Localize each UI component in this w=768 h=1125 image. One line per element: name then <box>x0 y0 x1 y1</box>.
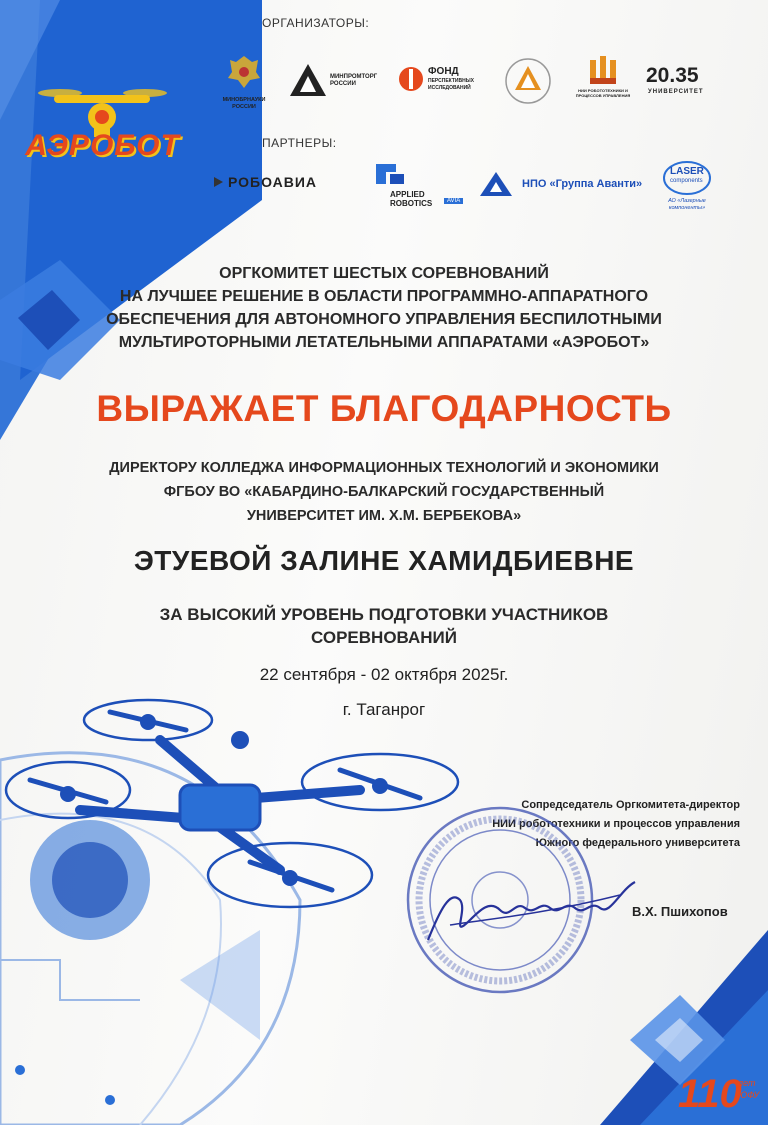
triangle-logo-icon <box>288 62 328 98</box>
partner-avanti-logo <box>478 170 514 198</box>
position-line: ДИРЕКТОРУ КОЛЛЕДЖА ИНФОРМАЦИОННЫХ ТЕХНОЛОГИЙ И ЭКОНОМИКИ <box>109 460 659 476</box>
organizer-u2035: 20.35 УНИВЕРСИТЕТ <box>646 64 704 95</box>
certificate-title: ВЫРАЖАЕТ БЛАГОДАРНОСТЬ <box>96 388 672 429</box>
reason-line: СОРЕВНОВАНИЙ <box>311 628 457 647</box>
organizer-minpromtorg: МИНПРОМТОРГ РОССИИ <box>288 62 388 102</box>
organizer-minobrnauki: МИНОБРНАУКИ РОССИИ <box>222 52 266 116</box>
avanti-triangle-icon <box>478 170 514 198</box>
partner-laser-components: LASER components АО «Лазерные компоненты» <box>656 160 718 218</box>
committee-line: ОРГКОМИТЕТ ШЕСТЫХ СОРЕВНОВАНИЙ <box>219 265 549 282</box>
handwritten-signature <box>420 870 650 960</box>
organizers-label: ОРГАНИЗАТОРЫ: <box>262 16 370 30</box>
organizer-university-seal <box>503 56 553 106</box>
committee-line: ОБЕСПЕЧЕНИЯ ДЛЯ АВТОНОМНОГО УПРАВЛЕНИЯ БЕСПИЛОТНЫМИ <box>106 311 662 328</box>
partner-avanti-name: НПО «Группа Аванти» <box>522 178 643 190</box>
committee-block <box>0 262 768 354</box>
committee-line: НА ЛУЧШЕЕ РЕШЕНИЕ В ОБЛАСТИ ПРОГРАММНО-АППАРАТНОГО <box>119 288 649 305</box>
university-seal-icon <box>503 56 553 106</box>
recipient-position <box>0 456 768 528</box>
anniversary-number: 110 <box>678 1072 742 1116</box>
signatory-name: В.Х. Пшихопов <box>632 904 728 919</box>
signatory-line: НИИ робототехники и процессов управления <box>492 818 740 830</box>
play-arrow-icon <box>212 176 224 188</box>
partner-applied-robotics: APPLIED ROBOTICS AVIA <box>372 160 467 208</box>
signatory-line: Южного федерального университета <box>535 837 740 849</box>
fpi-logo-icon <box>398 66 424 92</box>
partner-roboavia: РОБОАВИА <box>212 172 352 192</box>
event-dates: 22 сентября - 02 октября 2025г. <box>259 665 509 684</box>
aerobot-wordmark: АЭРОБОТ <box>25 129 180 162</box>
aerobot-logo <box>20 85 185 180</box>
reason-line: ЗА ВЫСОКИЙ УРОВЕНЬ ПОДГОТОВКИ УЧАСТНИКОВ <box>159 605 609 624</box>
anniversary-suffix: лет <box>738 1078 756 1088</box>
nii-logo-icon <box>588 56 618 86</box>
u2035-logo: 20.35 <box>646 64 699 87</box>
anniversary-logo <box>678 1072 766 1122</box>
partners-label: ПАРТНЕРЫ: <box>262 136 337 150</box>
award-reason <box>0 603 768 649</box>
position-line: ФГБОУ ВО «КАБАРДИНО-БАЛКАРСКИЙ ГОСУДАРСТВЕННЫЙ <box>163 484 605 500</box>
recipient-name: ЭТУЕВОЙ ЗАЛИНЕ ХАМИДБИЕВНЕ <box>133 545 635 576</box>
applied-robotics-logo-icon <box>372 160 408 188</box>
event-city: г. Таганрог <box>342 700 426 719</box>
organizer-fpi: ФОНД ПЕРСПЕКТИВНЫХ ИССЛЕДОВАНИЙ <box>398 64 498 100</box>
committee-line: МУЛЬТИРОТОРНЫМИ ЛЕТАТЕЛЬНЫМИ АППАРАТАМИ «АЭРОБОТ» <box>118 334 650 351</box>
organizer-nii: НИИ РОБОТОТЕХНИКИ И ПРОЦЕССОВ УПРАВЛЕНИЯ <box>570 56 636 108</box>
emblem-icon <box>222 52 266 92</box>
signatory-line: Сопредседатель Оргкомитета-директор <box>521 799 740 811</box>
anniversary-sub: ЮФУ <box>738 1090 760 1100</box>
position-line: УНИВЕРСИТЕТ ИМ. Х.М. БЕРБЕКОВА» <box>246 508 522 524</box>
